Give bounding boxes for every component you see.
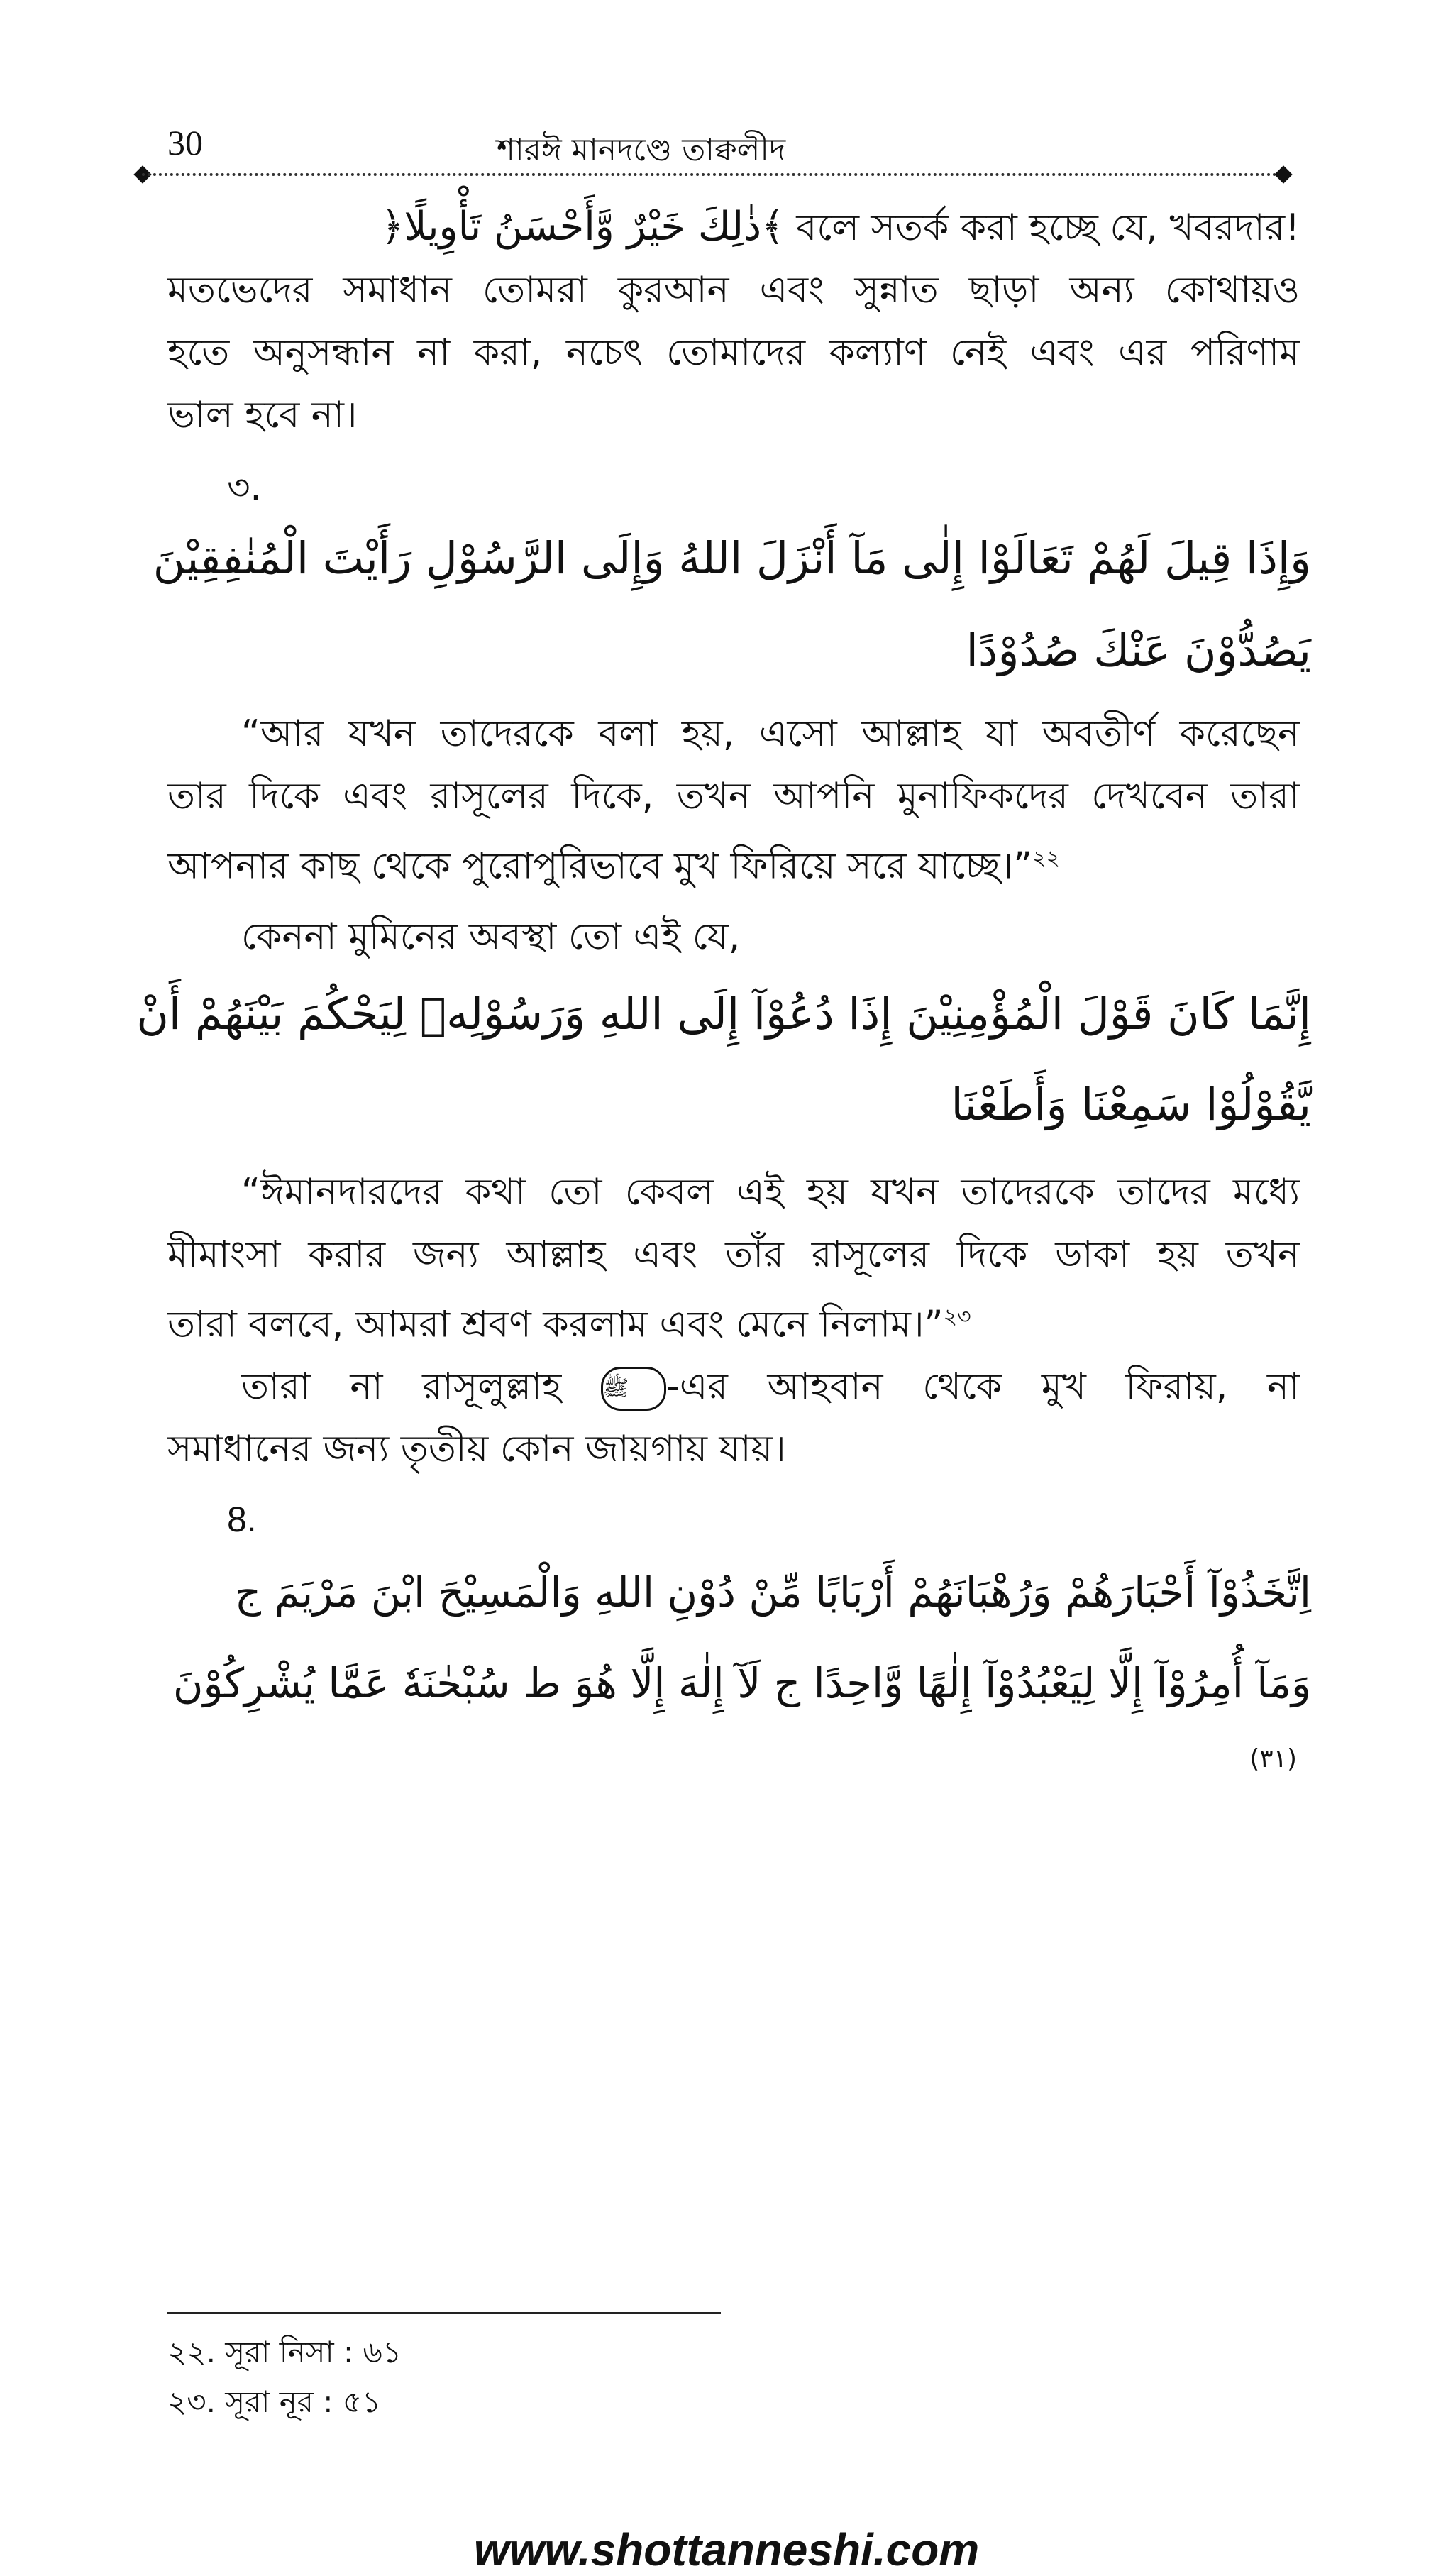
translation-1-line-1: “আর যখন তাদেরকে বলা হয়, এসো আল্লাহ যা অবতীর্ণ করেছেন — [241, 712, 1300, 755]
salutation-seal: ﷺ — [601, 1367, 666, 1411]
rule-diamond-right — [1274, 165, 1292, 183]
conclusion-line-1 — [167, 1355, 1300, 1418]
footnote-22: ২২. সূরা নিসা : ৬১ — [167, 2335, 402, 2369]
arabic-verse-2-line-2: يَّقُوْلُوْا سَمِعْنَا وَأَطَعْنَا — [951, 1079, 1311, 1130]
intro-line-3: হতে অনুসন্ধান না করা, নচেৎ তোমাদের কল্যাণ নেই এবং এর পরিণাম — [167, 331, 1300, 374]
arabic-verse-3-line-1: اِتَّخَذُوْآ أَحْبَارَهُمْ وَرُهْبَانَهُمْ أَرْبَابًا مِّنْ دُوْنِ اللهِ وَالْمَسِيْحَ ابْنَ مَرْيَمَ ج — [234, 1568, 1311, 1617]
footnote-divider — [167, 2312, 721, 2314]
translation-2-line-3 — [167, 1286, 1300, 1355]
arabic-verse-2-line-1: إِنَّمَا كَانَ قَوْلَ الْمُؤْمِنِيْنَ إِذَا دُعُوْآ إِلَى اللهِ وَرَسُوْلِهٖ لِيَحْكُمَ بَيْنَهُمْ أَنْ — [136, 988, 1311, 1040]
footnote-ref-22: ২২ — [1032, 846, 1061, 871]
translation-2-line-1: “ঈমানদারদের কথা তো কেবল এই হয় যখন তাদেরকে তাদের মধ্যে — [241, 1171, 1300, 1213]
ayah-marker: (٣١) — [1249, 1744, 1297, 1773]
transition-note: কেননা মুমিনের অবস্থা তো এই যে, — [241, 915, 741, 958]
conclusion-line-1-b: -এর আহবান থেকে মুখ ফিরায়, না — [665, 1365, 1300, 1408]
translation-1-line-2: তার দিকে এবং রাসূলের দিকে, তখন আপনি মুনাফিকদের দেখবেন তারা — [167, 775, 1300, 818]
footnote-23: ২৩. সূরা নূর : ৫১ — [167, 2384, 382, 2419]
arabic-verse-3-line-2: وَمَآ أُمِرُوْآ إِلَّا لِيَعْبُدُوْآ إِلٰهًا وَّاحِدًا ج لَآ إِلٰهَ إِلَّا هُوَ ط سُبْحٰنَهٗ عَمَّا يُشْرِكُوْنَ — [172, 1659, 1311, 1707]
section-number-4: 8. — [227, 1499, 257, 1539]
translation-1-line-3 — [167, 827, 1300, 897]
intro-paragraph — [167, 196, 1300, 446]
translation-2-line-2: মীমাংসা করার জন্য আল্লাহ এবং তাঁর রাসূলের দিকে ডাকা হয় তখন — [167, 1233, 1300, 1276]
intro-line-4: ভাল হবে না। — [167, 394, 358, 436]
arabic-verse-1-line-2: يَصُدُّوْنَ عَنْكَ صُدُوْدًا — [966, 624, 1311, 676]
section-number-3: ৩. — [227, 467, 262, 508]
intro-line-1: বলে সতর্ক করা হচ্ছে যে, খবরদার! — [796, 207, 1300, 249]
translation-1 — [167, 703, 1300, 897]
translation-1-line-3-text: আপনার কাছ থেকে পুরোপুরিভাবে মুখ ফিরিয়ে সরে যাচ্ছে।” — [167, 844, 1033, 888]
footnote-ref-23: ২৩ — [943, 1304, 971, 1329]
running-title: শারঈ মানদণ্ডে তাক্বলীদ — [497, 132, 786, 168]
conclusion-paragraph — [167, 1355, 1300, 1480]
translation-2 — [167, 1161, 1300, 1355]
conclusion-line-2: সমাধানের জন্য তৃতীয় কোন জায়গায় যায়। — [167, 1428, 786, 1470]
arabic-quote: ﴿ذٰلِكَ خَيْرٌ وَّأَحْسَنُ تَأْوِيلًا﴾ — [380, 204, 785, 250]
conclusion-line-1-a: তারা না রাসূলুল্লাহ — [241, 1365, 562, 1408]
translation-2-line-3-text: তারা বলবে, আমরা শ্রবণ করলাম এবং মেনে নিলাম।” — [167, 1303, 944, 1346]
arabic-verse-1-line-1: وَإِذَا قِيلَ لَهُمْ تَعَالَوْا إِلٰى مَآ أَنْزَلَ اللهُ وَإِلَى الرَّسُوْلِ رَأَيْتَ الْمُنٰفِقِيْنَ — [153, 532, 1311, 584]
header-divider — [142, 173, 1277, 176]
intro-line-2: মতভেদের সমাধান তোমরা কুরআন এবং সুন্নাত ছাড়া অন্য কোথায়ও — [167, 269, 1300, 312]
page-number: 30 — [167, 123, 203, 163]
website-url: www.shottanneshi.com — [473, 2524, 980, 2575]
